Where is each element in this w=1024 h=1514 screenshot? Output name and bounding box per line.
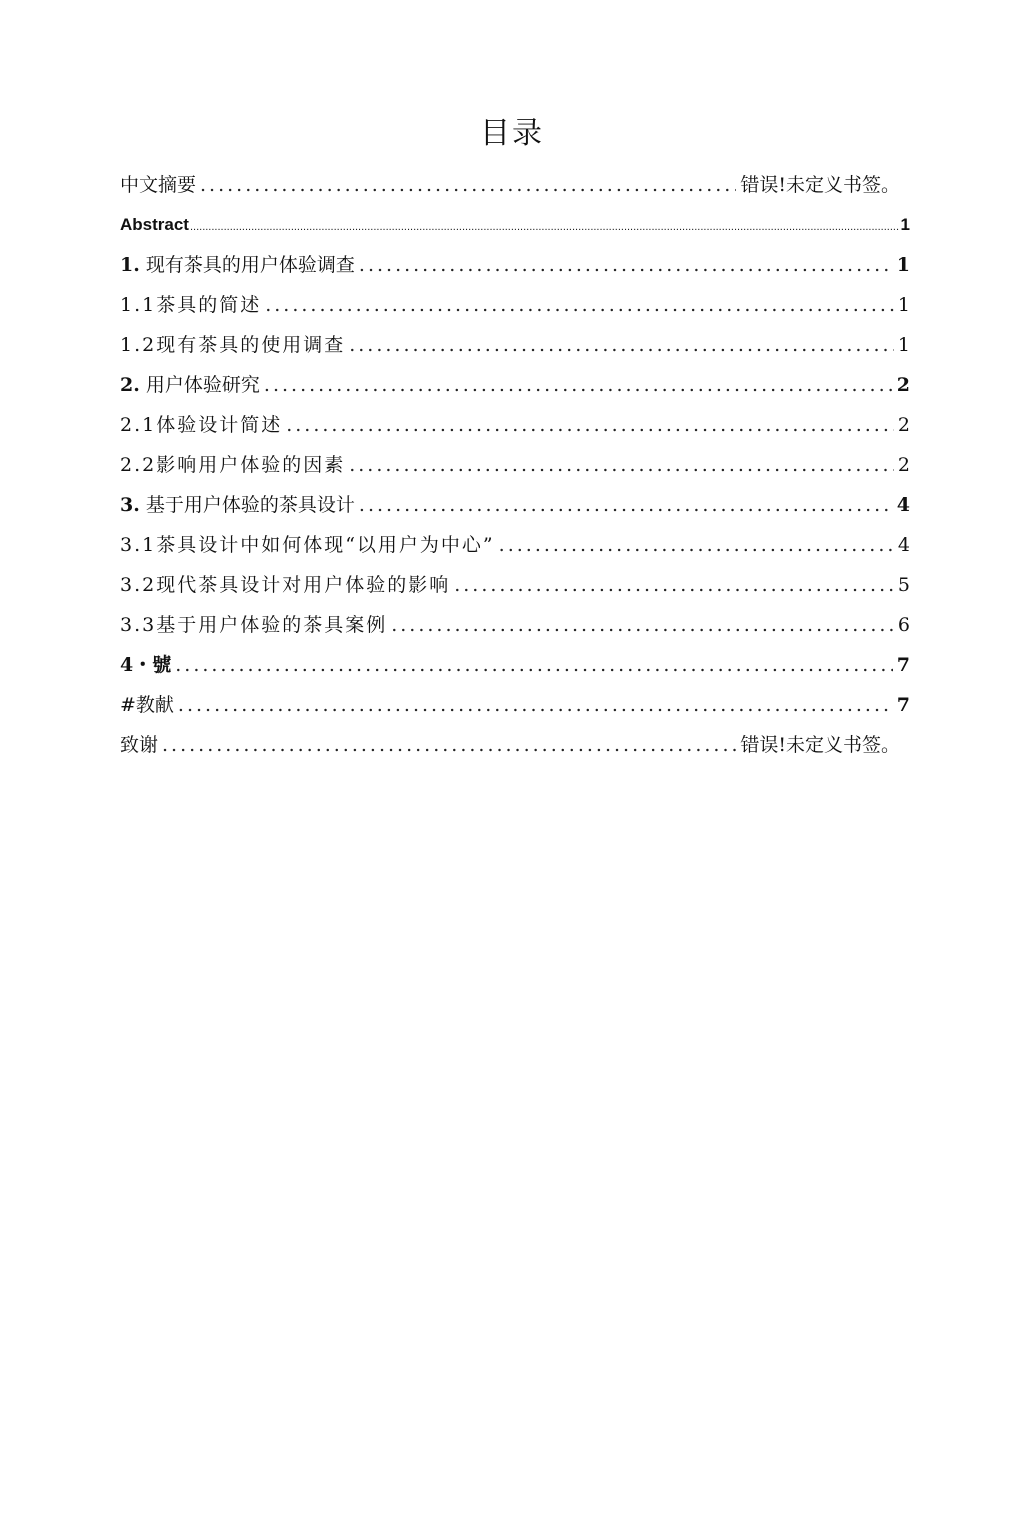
- toc-entry-label: #教献: [120, 694, 174, 716]
- table-of-contents: [120, 165, 910, 765]
- toc-entry-page: 2: [897, 414, 910, 436]
- toc-entry-chapter-1[interactable]: [120, 245, 910, 285]
- toc-entry-section-3-2[interactable]: [120, 565, 910, 605]
- toc-entry-section-2-2[interactable]: [120, 445, 910, 485]
- toc-entry-section-1-1[interactable]: [120, 285, 910, 325]
- toc-entry-label: 1.2现有茶具的使用调查: [120, 334, 346, 356]
- toc-entry-acknowledgements[interactable]: [120, 725, 900, 765]
- dot-leader: [391, 605, 894, 645]
- dot-leader: [349, 325, 894, 365]
- toc-entry-section-3-1[interactable]: [120, 525, 910, 565]
- toc-entry-page: 1: [897, 334, 910, 356]
- toc-entry-label: 2.1体验设计简述: [120, 414, 283, 436]
- toc-entry-page: 7: [896, 694, 910, 716]
- toc-entry-page: 1: [897, 294, 910, 316]
- toc-entry-page: 7: [896, 654, 910, 676]
- toc-entry-references[interactable]: [120, 685, 910, 725]
- toc-entry-label: 3.1茶具设计中如何体现“以用户为中心”: [120, 534, 495, 556]
- toc-entry-label: [120, 365, 260, 405]
- toc-entry-label: 4・號: [120, 654, 172, 676]
- toc-entry-label: [120, 485, 355, 525]
- chapter-number: 3.: [120, 494, 140, 516]
- dot-leader: [286, 405, 894, 445]
- toc-entry-label: 3.3基于用户体验的茶具案例: [120, 614, 388, 636]
- chapter-number: 1.: [120, 254, 140, 276]
- toc-entry-label: 2.2影响用户体验的因素: [120, 454, 346, 476]
- toc-entry-page: 错误!未定义书签。: [740, 734, 900, 756]
- toc-entry-page: 1: [900, 215, 910, 234]
- toc-entry-label: [120, 245, 355, 285]
- dot-leader: [349, 445, 894, 485]
- dot-leader: [190, 207, 900, 247]
- chapter-title: 现有茶具的用户体验调查: [145, 254, 355, 276]
- toc-entry-page: 4: [896, 494, 910, 516]
- dot-leader: [265, 285, 894, 325]
- dot-leader: [264, 365, 893, 405]
- chapter-title: 基于用户体验的茶具设计: [145, 494, 355, 516]
- toc-entry-label: 3.2现代茶具设计对用户体验的影响: [120, 574, 451, 596]
- toc-entry-page: 4: [897, 534, 910, 556]
- dot-leader: [359, 245, 893, 285]
- dot-leader: [162, 725, 736, 765]
- dot-leader: [175, 645, 893, 685]
- toc-entry-page: 5: [897, 574, 910, 596]
- toc-entry-label: 1.1茶具的简述: [120, 294, 262, 316]
- toc-entry-page: 2: [897, 454, 910, 476]
- toc-entry-label: 中文摘要: [120, 174, 197, 196]
- toc-entry-abstract[interactable]: [120, 205, 910, 245]
- chapter-title: 用户体验研究: [145, 374, 260, 396]
- toc-entry-chapter-2[interactable]: [120, 365, 910, 405]
- toc-entry-page: 1: [896, 254, 910, 276]
- toc-entry-page: 2: [896, 374, 910, 396]
- page-title: 目录: [480, 116, 544, 151]
- toc-entry-page: 错误!未定义书签。: [740, 174, 900, 196]
- toc-entry-chapter-3[interactable]: [120, 485, 910, 525]
- chapter-number: 2.: [120, 374, 140, 396]
- toc-entry-label: Abstract: [120, 215, 189, 234]
- toc-entry-page: 6: [897, 614, 910, 636]
- dot-leader: [454, 565, 894, 605]
- toc-entry-chinese-abstract[interactable]: [120, 165, 900, 205]
- dot-leader: [359, 485, 893, 525]
- toc-entry-label: 致谢: [120, 734, 159, 756]
- toc-entry-section-2-1[interactable]: [120, 405, 910, 445]
- toc-entry-chapter-4[interactable]: [120, 645, 910, 685]
- dot-leader: [178, 685, 893, 725]
- dot-leader: [499, 525, 894, 565]
- dot-leader: [200, 165, 736, 205]
- toc-entry-section-3-3[interactable]: [120, 605, 910, 645]
- toc-entry-section-1-2[interactable]: [120, 325, 910, 365]
